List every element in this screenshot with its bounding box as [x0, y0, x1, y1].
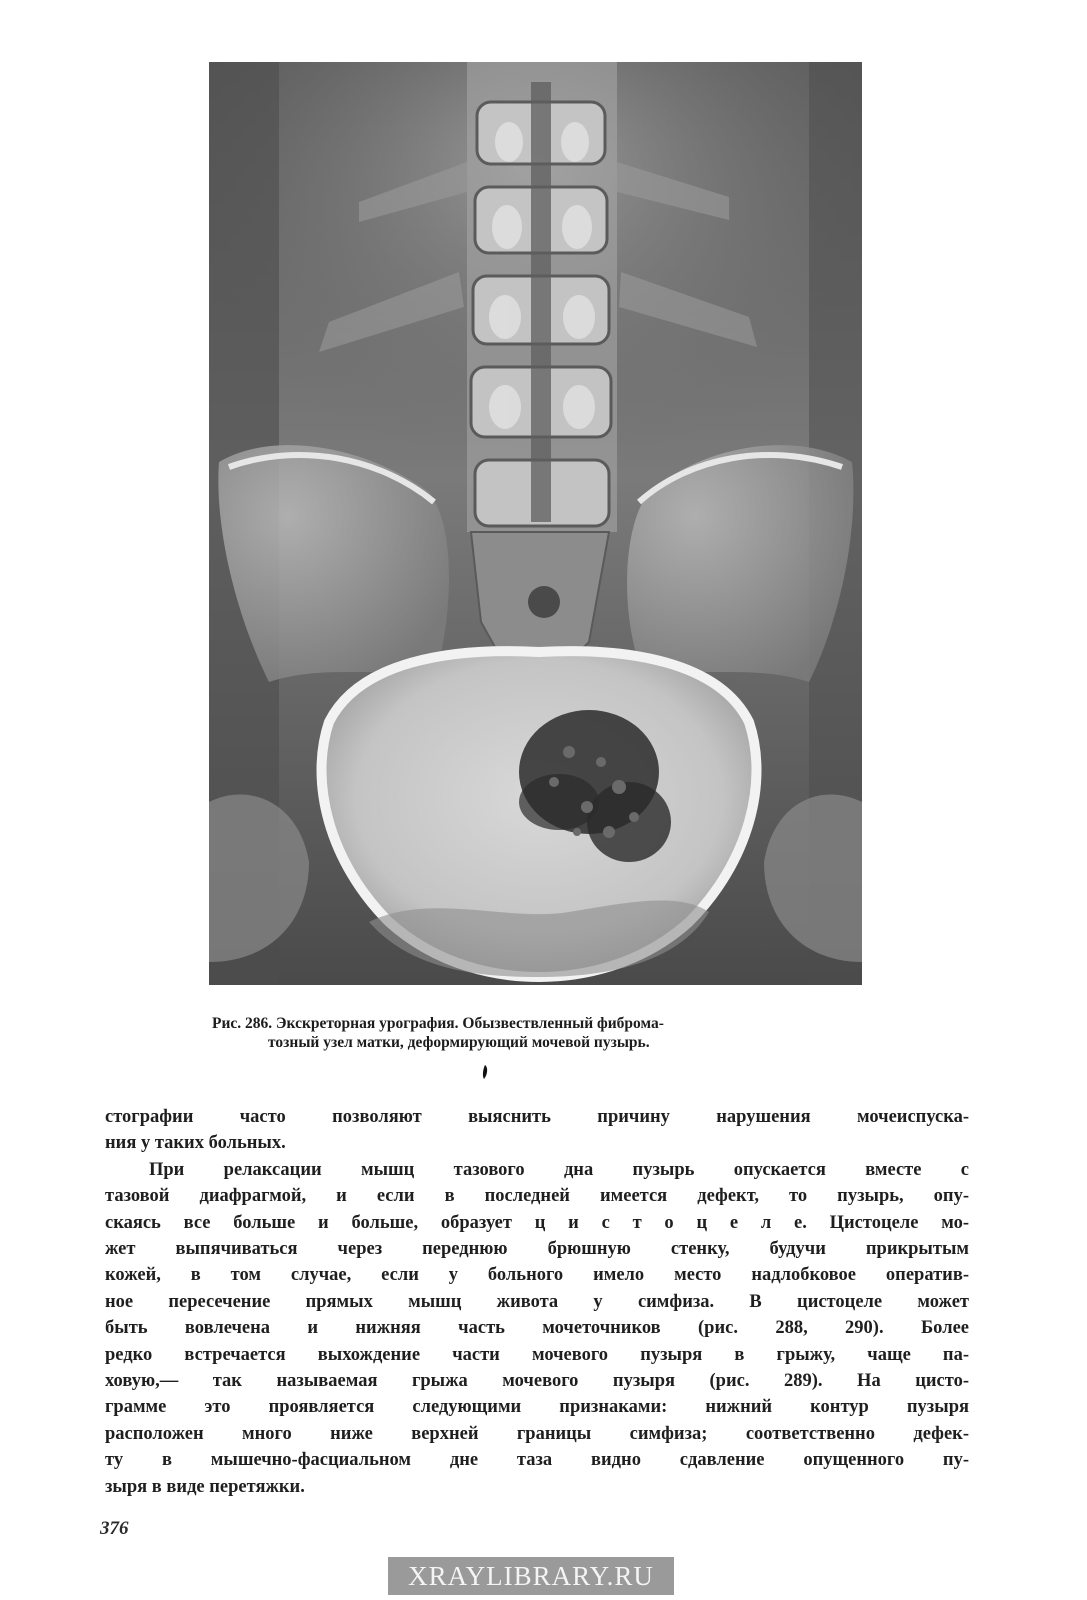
text-line: ния у таких больных. — [105, 1133, 286, 1154]
text-line: расположен много ниже верхней границы симфиза; соответственно дефек- — [105, 1423, 969, 1444]
text-line: грамме это проявляется следующими признаками: нижний контур пузыря — [105, 1397, 969, 1418]
caption-line: тозный узел матки, деформирующий мочевой пузырь. — [268, 1034, 650, 1051]
text-line: быть вовлечена и нижняя часть мочеточников (рис. 288, 290). Более — [105, 1318, 969, 1339]
text-line: редко встречается выхождение части мочевого пузыря в грыжу, чаще па- — [105, 1344, 969, 1365]
watermark-banner: XRAYLIBRARY.RU — [388, 1557, 674, 1595]
caption-line: Рис. 286. Экскреторная урография. Обызвествленный фиброма- — [212, 1015, 664, 1032]
text-line: скаясь все больше и больше, образует ц и с т о ц е л е. Цистоцеле мо- — [105, 1212, 969, 1233]
text-line: зыря в виде перетяжки. — [105, 1476, 305, 1497]
text-line: ту в мышечно-фасциальном дне таза видно сдавление опущенного пу- — [105, 1450, 969, 1471]
body-text — [105, 1104, 969, 1500]
text-line: ное пересечение прямых мышц живота у симфиза. В цистоцеле может — [105, 1291, 969, 1312]
page-number: 376 — [100, 1518, 129, 1539]
ink-mark-icon — [480, 1064, 490, 1080]
text-line: тазовой диафрагмой, и если в последней имеется дефект, то пузырь, опу- — [105, 1186, 969, 1207]
text-line: ховую,— так называемая грыжа мочевого пузыря (рис. 289). На цисто- — [105, 1371, 969, 1392]
text-line: кожей, в том случае, если у больного имело место надлобковое оператив- — [105, 1265, 969, 1286]
text-line: При релаксации мышц тазового дна пузырь опускается вместе с — [149, 1159, 969, 1180]
text-line: стографии часто позволяют выяснить причину нарушения мочеиспуска- — [105, 1107, 969, 1127]
xray-pelvis-image — [209, 62, 862, 985]
text-line: жет выпячиваться через переднюю брюшную стенку, будучи прикрытым — [105, 1239, 969, 1260]
xray-illustration — [209, 62, 862, 985]
figure-caption — [212, 1014, 862, 1052]
